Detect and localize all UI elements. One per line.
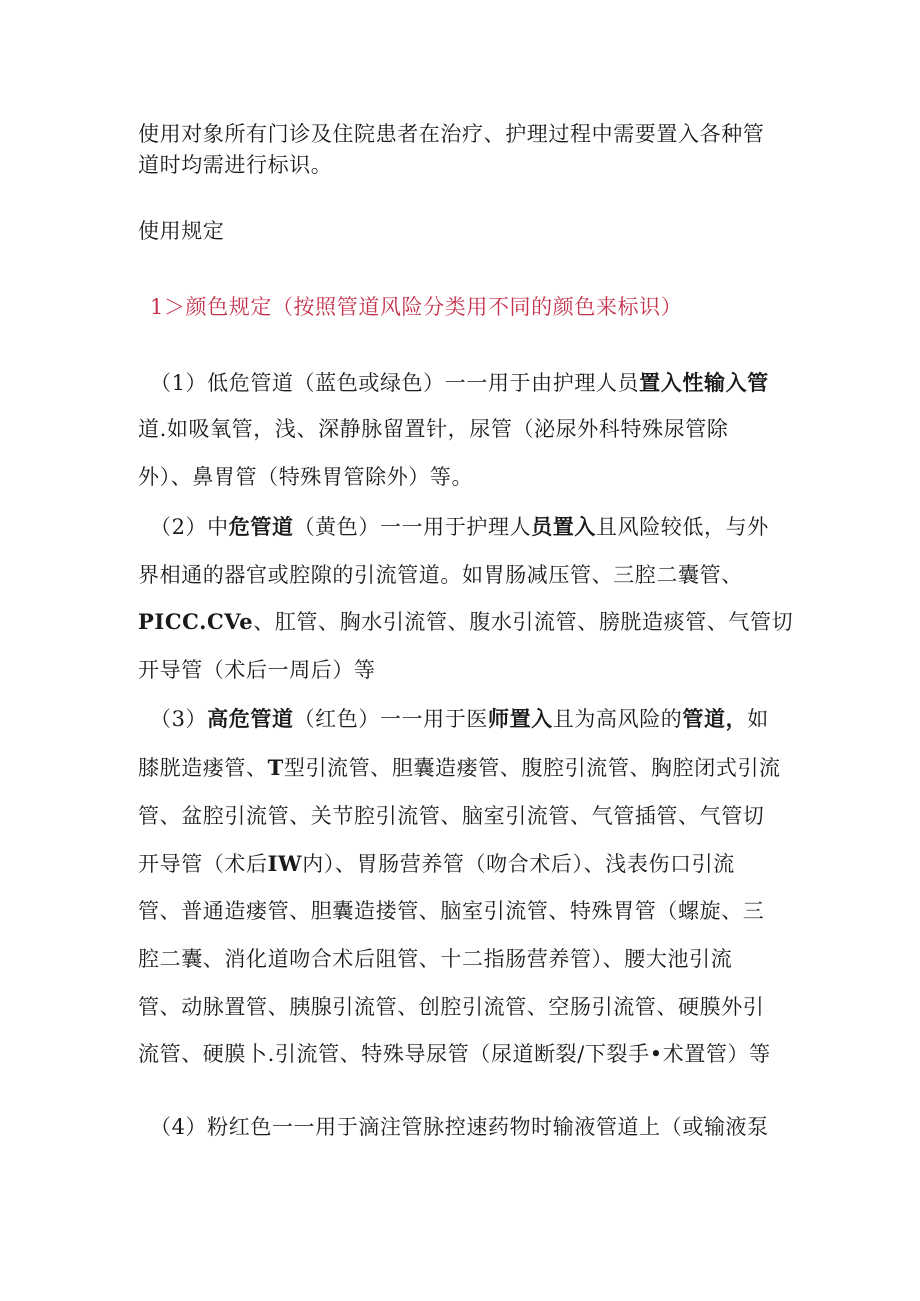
item-3-text: 如 <box>747 707 769 731</box>
rules-heading: 使用规定 <box>138 219 225 243</box>
item-3-line-5: 管、普通造瘘管、胆囊造搂管、脑室引流管、特殊胃管（螺旋、三 <box>138 899 765 923</box>
item-3-text: （3） <box>150 707 208 731</box>
intro-line-1: 使用对象所有门诊及住院患者在治疗、护理过程中需要置入各种管 <box>138 122 765 146</box>
item-3-text: （红色）一一用于医 <box>293 707 488 731</box>
item-3-text: 膝胱造瘘管、 <box>138 756 268 780</box>
item-1-text: （1）低危管道（蓝色或绿色）一一用于由护理人员 <box>150 371 640 395</box>
item-3-bold: 管道， <box>682 706 748 731</box>
item-3-line-3: 管、盆腔引流管、关节腔引流管、脑室引流管、气管插管、气管切 <box>138 804 765 828</box>
item-3-bold: 师置入 <box>487 706 553 731</box>
item-3-bold: 高危管道 <box>207 706 294 731</box>
item-3-line-7: 管、动脉置管、胰腺引流管、创腔引流管、空肠引流管、硬膜外引 <box>138 995 765 1019</box>
item-3-text: 内）、胃肠营养管（吻合术后）、浅表伤口引流 <box>302 852 735 876</box>
item-1-line-2: 道.如吸氧管，浅、深静脉留置针，尿管（泌尿外科特殊尿管除 <box>138 417 729 441</box>
item-3-line-8: 流管、硬膜卜.引流管、特殊导尿管（尿道断裂/下裂手•术置管）等 <box>138 1042 771 1066</box>
item-3-text: 开导管（术后 <box>138 852 268 876</box>
item-3-text: 型引流管、胆囊造瘘管、腹腔引流管、胸腔闭式引流 <box>283 756 781 780</box>
item-2-bold: 危管道 <box>228 514 294 539</box>
item-2-text: （2）中 <box>150 515 229 539</box>
item-3-bold: IW <box>267 851 303 876</box>
item-2-line-3 <box>138 607 793 637</box>
item-3-line-4 <box>138 849 735 879</box>
item-2-text: 、肛管、胸水引流管、腹水引流管、膀胱造痰管、气管切 <box>253 610 794 634</box>
item-3-line-6: 腔二囊、消化道吻合术后阻管、十二指肠营养管）、腰大池引流 <box>138 947 733 971</box>
item-3-line-2 <box>138 753 781 783</box>
item-2-bold: PICC.CVe <box>138 609 254 634</box>
item-2-line-2: 界相通的器官或腔隙的引流管道。如胃肠减压管、三腔二囊管、 <box>138 563 743 587</box>
intro-line-2: 道时均需进行标识。 <box>138 153 333 177</box>
item-4-line-1: （4）粉红色一一用于滴注管脉控速药物时输液管道上（或输液泵 <box>150 1115 769 1139</box>
item-3-bold: T <box>267 755 284 780</box>
item-1-bold: 置入性输入管 <box>639 370 769 395</box>
item-2-text: 且风险较低，与外 <box>596 515 769 539</box>
section-1-heading: 1＞颜色规定（按照管道风险分类用不同的颜色来标识） <box>150 295 683 319</box>
item-1-line-1 <box>150 368 769 398</box>
item-1-line-3: 外）、鼻胃管（特殊胃管除外）等。 <box>138 465 474 489</box>
item-2-line-1 <box>150 512 769 542</box>
item-2-line-4: 开导管（术后一周后）等 <box>138 658 376 682</box>
item-3-text: 且为高风险的 <box>552 707 683 731</box>
item-3-line-1 <box>150 704 769 734</box>
item-2-text: （黄色）一一用于护理人 <box>293 515 532 539</box>
item-2-bold: 员置入 <box>531 514 596 539</box>
